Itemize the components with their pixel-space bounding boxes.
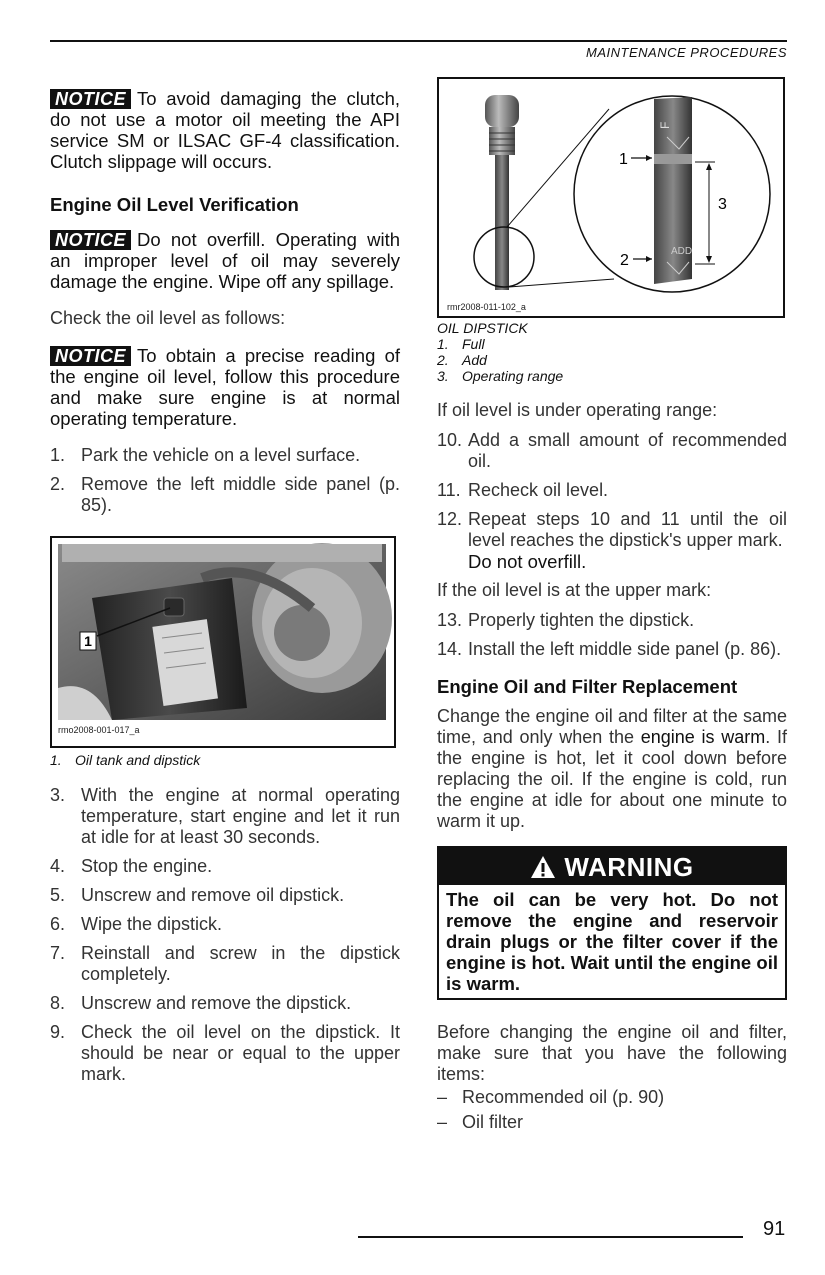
notice-paragraph-1 — [50, 88, 400, 172]
notice-badge: NOTICE — [50, 346, 131, 366]
legend-item: 3. Operating range — [437, 368, 564, 384]
top-rule — [50, 40, 787, 42]
warning-header — [439, 848, 785, 885]
oil-tank-photo — [52, 538, 394, 746]
steps-list-c — [437, 430, 787, 551]
items-list — [437, 1085, 787, 1135]
list-item: 7. Reinstall and screw in the dipstick completely. — [50, 943, 400, 984]
list-item: 9. Check the oil level on the dipstick. It should be near or equal to the upper mark. — [50, 1022, 400, 1084]
add-mark-label: ADD — [671, 246, 693, 257]
page-number: 91 — [763, 1218, 786, 1240]
warning-text: The oil can be very hot. Do not remove the engine and reservoir drain plugs or the filter cover if the engine is hot. Wait until the engine oil is warm. — [446, 889, 778, 994]
check-text: Check the oil level as follows: — [50, 308, 286, 328]
list-item: 3. With the engine at normal operating temperature, start engine and let it run at idle for at least 30 seconds. — [50, 785, 400, 847]
steps-list-d — [437, 610, 787, 660]
figure-title: OIL DIPSTICK — [437, 320, 528, 336]
warning-box — [437, 846, 787, 1000]
list-item: 6. Wipe the dipstick. — [50, 914, 223, 934]
full-callout: 1 — [619, 151, 628, 168]
steps-list-b — [50, 785, 400, 1085]
list-item: 10. Add a small amount of recommended oil. — [437, 430, 787, 471]
footer-rule — [358, 1236, 743, 1238]
notice-badge: NOTICE — [50, 89, 131, 109]
do-not-overfill: Do not overfill. — [468, 551, 587, 572]
list-item: – Recommended oil (p. 90) — [437, 1087, 665, 1107]
figure-code: rmr2008-011-102_a — [447, 302, 526, 312]
if-under-text: If oil level is under operating range: — [437, 400, 718, 420]
list-item: 5. Unscrew and remove oil dipstick. — [50, 885, 345, 905]
range-callout: 3 — [718, 196, 727, 213]
list-item: 4. Stop the engine. — [50, 856, 213, 876]
left-column — [50, 88, 400, 1093]
figure-caption — [437, 320, 787, 384]
list-item: 12. Repeat steps 10 and 11 until the oil level reaches the dipstick's upper mark. — [437, 509, 787, 550]
list-item: 11. Recheck oil level. — [437, 480, 609, 500]
warning-triangle-icon — [530, 855, 556, 879]
legend-item: 2. Add — [437, 352, 487, 368]
section-header: MAINTENANCE PROCEDURES — [586, 45, 787, 60]
notice-text: Do not overfill. Operating with an improper level of oil may severely damage the engine. Wipe off any spillage. — [50, 229, 400, 292]
dipstick-diagram — [439, 79, 783, 316]
list-item: 1. Park the vehicle on a level surface. — [50, 445, 361, 465]
notice-paragraph-2 — [50, 229, 400, 292]
list-item: – Oil filter — [437, 1112, 524, 1132]
dipstick-figure — [437, 77, 785, 318]
notice-text: To obtain a precise reading of the engine oil level, follow this procedure and make sure engine is at normal operating temperature. — [50, 345, 400, 429]
legend-item: 1. Full — [437, 336, 485, 352]
photo-code: rmo2008-001-017_a — [58, 725, 140, 735]
list-item: 2. Remove the left middle side panel (p. 85). — [50, 474, 400, 515]
warning-label: WARNING — [564, 852, 694, 882]
right-column — [437, 77, 787, 1135]
notice-badge: NOTICE — [50, 230, 131, 250]
notice-paragraph-3 — [50, 345, 400, 429]
list-item: 14. Install the left middle side panel (p. 86). — [437, 639, 782, 659]
section-heading: Engine Oil and Filter Replacement — [437, 676, 738, 697]
list-item: 8. Unscrew and remove the dipstick. — [50, 993, 352, 1013]
if-upper-text: If the oil level is at the upper mark: — [437, 580, 712, 600]
engine-photo-figure — [50, 536, 396, 748]
photo-callout-label: 1 — [84, 633, 92, 649]
section-heading: Engine Oil Level Verification — [50, 194, 299, 215]
add-callout: 2 — [620, 252, 629, 269]
change-paragraph: Change the engine oil and filter at the same time, and only when the engine is warm. If the engine is hot, let it cool down before replacing the oil. If the engine is cold, run the engine at idle for about one minute to warm it up. — [437, 706, 787, 831]
steps-list-a — [50, 445, 400, 516]
photo-caption: 1. Oil tank and dipstick — [50, 752, 201, 768]
list-item: 13. Properly tighten the dipstick. — [437, 610, 695, 630]
full-mark-label: F — [658, 121, 672, 129]
before-text: Before changing the engine oil and filter, make sure that you have the following items: — [437, 1022, 787, 1084]
notice-text: To avoid damaging the clutch, do not use a motor oil meeting the API service SM or ILSAC GF-4 classification. Clutch slippage will occurs. — [50, 88, 400, 172]
